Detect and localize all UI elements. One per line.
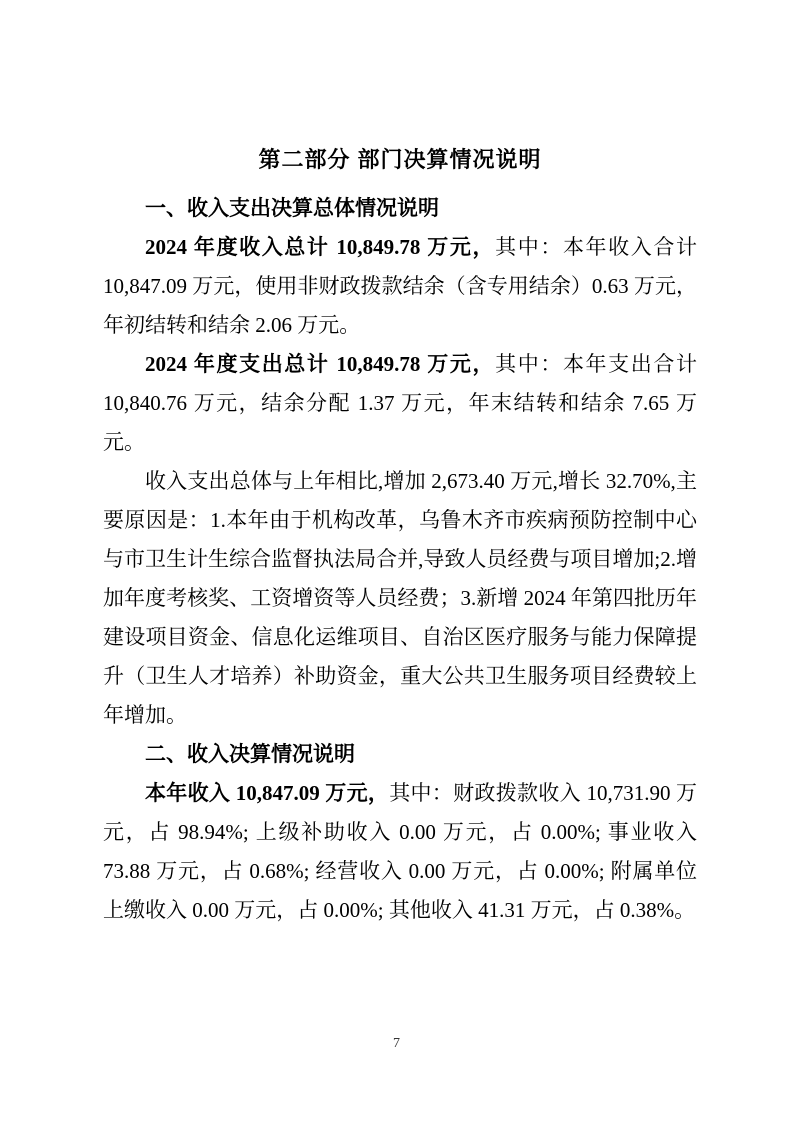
paragraph-bold-lead: 本年收入 10,847.09 万元， [145, 781, 390, 805]
document-title: 第二部分 部门决算情况说明 [258, 147, 542, 172]
paragraph-bold-lead: 2024 年度收入总计 10,849.78 万元， [145, 235, 496, 259]
section-overall-statement [103, 189, 697, 735]
paragraph-text: 收入支出总体与上年相比,增加 2,673.40 万元,增长 32.70%,主要原因是：1.本年由于机构改革，乌鲁木齐市疾病预防控制中心与市卫生计生综合监督执法局合并,导致人员经费与项目增加;2.增加年度考核奖、工资增资等人员经费；3.新增 2024 年第四批历年建设项目资金、信息化运维项目、自治区医疗服务与能力保障提升（卫生人才培养）补助资金，重大公共卫生服务项目经费较上年增加。 [103, 469, 697, 727]
paragraph-revenue-breakdown [103, 774, 697, 930]
paragraph-revenue-total [103, 228, 697, 345]
paragraph-bold-lead: 2024 年度支出总计 10,849.78 万元， [145, 352, 496, 376]
section-2-heading: 二、收入决算情况说明 [145, 743, 355, 766]
paragraph-text: 其中：本年收入合计 10,847.09 万元，使用非财政拨款结余（含专用结余）0.63 万元，年初结转和结余 2.06 万元。 [103, 235, 698, 337]
paragraph-expenditure-total [103, 345, 697, 462]
section-revenue-statement [103, 735, 697, 930]
section-1-heading: 一、收入支出决算总体情况说明 [145, 197, 439, 220]
page-number: 7 [393, 1036, 400, 1051]
page-content [103, 143, 697, 930]
paragraph-year-comparison [103, 462, 697, 735]
paragraph-text: 其中：财政拨款收入 10,731.90 万元，占 98.94%; 上级补助收入 0.00 万元，占 0.00%; 事业收入 73.88 万元，占 0.68%; 经营收入 0.00 万元，占 0.00%; 附属单位上缴收入 0.00 万元，占 0.00%; 其他收入 41.31 万元，占 0.38%。 [103, 781, 698, 922]
paragraph-text: 其中：本年支出合计 10,840.76 万元，结余分配 1.37 万元，年末结转和结余 7.65 万元。 [103, 352, 698, 454]
